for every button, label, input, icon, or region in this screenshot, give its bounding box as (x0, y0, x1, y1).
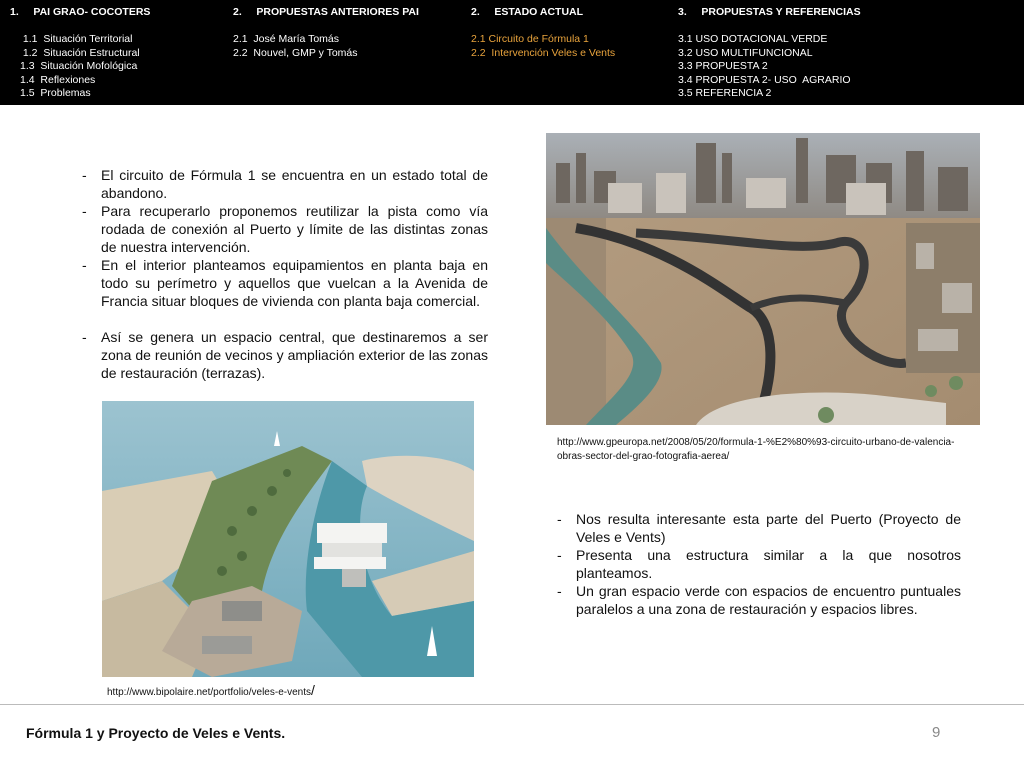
nav-section-header[interactable] (471, 6, 615, 18)
nav-section-title: PROPUESTAS Y REFERENCIAS (701, 6, 861, 18)
bullet-item (557, 582, 961, 618)
page-number: 9 (932, 724, 941, 741)
nav-section-number: 3. (678, 6, 687, 18)
nav-item-situacion-morfologica[interactable]: 1.3 Situación Mofológica (20, 60, 138, 73)
bullet-text: El circuito de Fórmula 1 se encuentra en un estado total de abandono. (101, 167, 488, 201)
nav-section-header[interactable] (233, 6, 419, 18)
nav-section-number: 2. (471, 6, 480, 18)
bullet-item (82, 256, 488, 310)
nav-item-jose-maria-tomas[interactable]: 2.1 José María Tomás (233, 33, 340, 45)
bullet-item (82, 166, 488, 202)
nav-item-nouvel-gmp-tomas[interactable]: 2.2 Nouvel, GMP y Tomás (233, 46, 358, 59)
nav-section-pai-grao (10, 6, 150, 101)
nav-section-estado-actual (471, 6, 615, 60)
bullet-dash: - (82, 329, 87, 345)
bullet-item (82, 202, 488, 256)
nav-section-propuestas-referencias (678, 6, 861, 101)
nav-item-situacion-estructural[interactable]: 1.2 Situación Estructural (20, 46, 140, 59)
nav-item-uso-dotacional-verde[interactable]: 3.1 USO DOTACIONAL VERDE (678, 33, 828, 45)
nav-section-propuestas-anteriores (233, 6, 419, 60)
nav-item-propuesta-2-uso-agrario[interactable]: 3.4 PROPUESTA 2- USO AGRARIO (678, 73, 851, 86)
nav-section-header[interactable] (678, 6, 861, 18)
nav-section-number: 1. (10, 6, 19, 18)
veles-photo-caption (107, 683, 407, 700)
left-bullet-list (82, 166, 488, 382)
bullet-text: Así se genera un espacio central, que destinaremos a ser zona de reunión de vecinos y ampliación exterior de las zonas de restauración (terrazas). (101, 329, 488, 381)
nav-section-title: PAI GRAO- COCOTERS (33, 6, 151, 18)
bullet-text: Un gran espacio verde con espacios de encuentro puntuales paralelos a una zona de restauración y espacios libres. (576, 583, 961, 617)
nav-item-propuesta-2[interactable]: 3.3 PROPUESTA 2 (678, 60, 768, 73)
bullet-dash: - (557, 583, 562, 599)
bullet-text: Presenta una estructura similar a la que nosotros planteamos. (576, 547, 961, 581)
bullet-item (557, 510, 961, 546)
caption-slash: / (311, 682, 315, 698)
veles-photo-link[interactable]: http://www.bipolaire.net/portfolio/veles-e-vents (107, 687, 311, 698)
nav-item-problemas[interactable]: 1.5 Problemas (20, 87, 91, 100)
nav-item-reflexiones[interactable]: 1.4 Reflexiones (20, 73, 96, 86)
nav-item-uso-multifuncional[interactable]: 3.2 USO MULTIFUNCIONAL (678, 46, 813, 59)
right-bullet-list (557, 510, 961, 618)
nav-item-intervencion-veles-e-vents[interactable]: 2.2 Intervención Veles e Vents (471, 46, 616, 59)
veles-e-vents-render (102, 401, 474, 677)
bullet-text: Nos resulta interesante esta parte del Puerto (Proyecto de Veles e Vents) (576, 511, 961, 545)
footer-divider (0, 704, 1024, 705)
nav-item-situacion-territorial[interactable]: 1.1 Situación Territorial (20, 33, 133, 45)
circuit-photo-caption[interactable]: http://www.gpeuropa.net/2008/05/20/formula-1-%E2%80%93-circuito-urbano-de-valencia-obras-sector-del-grao-fotografia-aerea/ (557, 437, 955, 462)
footer-title: Fórmula 1 y Proyecto de Veles e Vents. (26, 725, 286, 741)
bullet-dash: - (557, 547, 562, 563)
bullet-text: Para recuperarlo proponemos reutilizar la pista como vía rodada de conexión al Puerto y límite de las distintas zonas de nuestra intervención. (101, 203, 488, 255)
bullet-dash: - (82, 257, 87, 273)
bullet-dash: - (82, 167, 87, 183)
nav-section-number: 2. (233, 6, 242, 18)
circuit-aerial-photo (546, 133, 980, 425)
bullet-text: En el interior planteamos equipamientos en planta baja en todo su perímetro y aquellos que vuelcan a la Avenida de Francia situar bloques de vivienda con planta baja comercial. (101, 257, 488, 309)
bullet-dash: - (557, 511, 562, 527)
nav-item-circuito-formula-1[interactable]: 2.1 Circuito de Fórmula 1 (471, 33, 589, 45)
top-navigation-bar (0, 0, 1024, 105)
nav-section-title: ESTADO ACTUAL (494, 6, 584, 18)
nav-section-title: PROPUESTAS ANTERIORES PAI (256, 6, 419, 18)
bullet-item (82, 328, 488, 382)
nav-item-referencia-2[interactable]: 3.5 REFERENCIA 2 (678, 87, 772, 100)
bullet-item (557, 546, 961, 582)
nav-section-header[interactable] (10, 6, 150, 18)
bullet-dash: - (82, 203, 87, 219)
